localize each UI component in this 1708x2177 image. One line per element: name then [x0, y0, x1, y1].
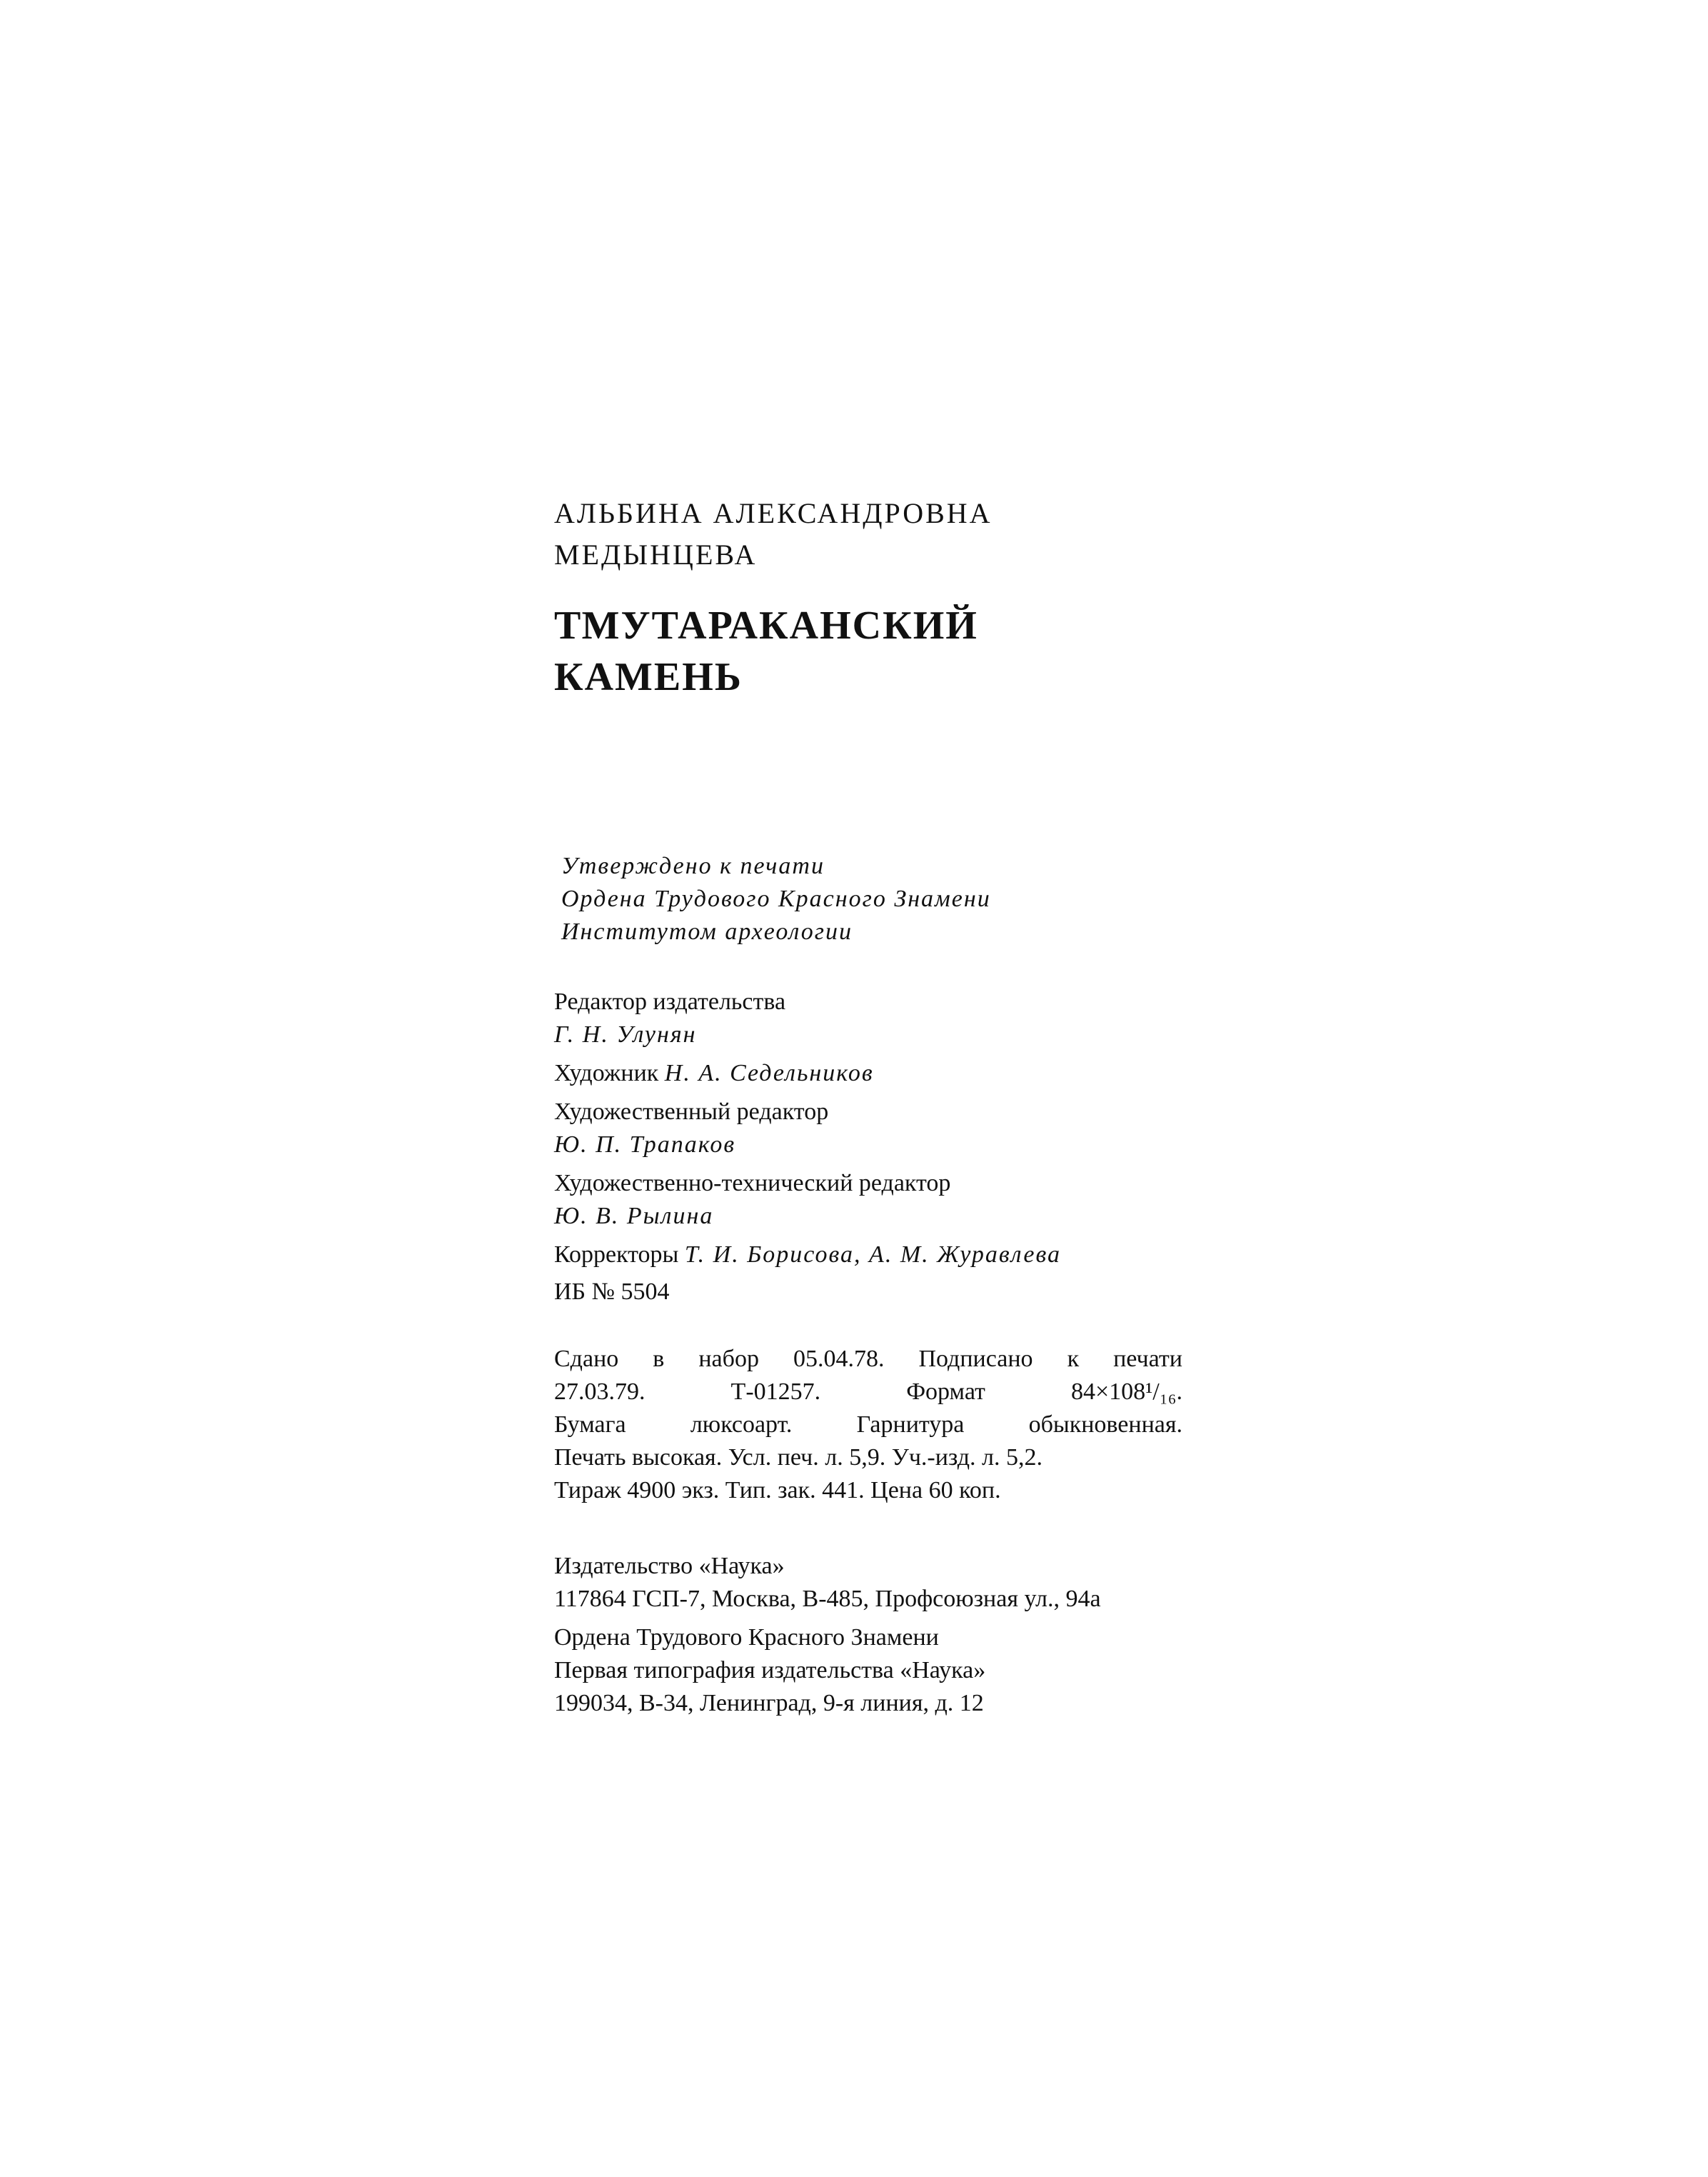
printer-block — [554, 1621, 985, 1720]
imprint-word: Подписано — [918, 1346, 1033, 1372]
publisher-address: 117864 ГСП-7, Москва, В-485, Профсоюзная ул., 94а — [554, 1586, 1101, 1612]
publisher-block — [554, 1550, 1101, 1616]
imprint-word: Сдано — [554, 1346, 619, 1372]
imprint-line-5: Тираж 4900 экз. Тип. зак. 441. Цена 60 коп. — [554, 1477, 1001, 1503]
printer-line-2: Первая типография издательства «Наука» — [554, 1657, 986, 1683]
imprint-line-2 — [554, 1376, 1182, 1408]
imprint-word: Формат — [906, 1378, 985, 1405]
imprint-word: 05.04.78. — [793, 1346, 885, 1372]
publisher-name: Издательство «Наука» — [554, 1553, 785, 1579]
imprint-word: 84×108¹/₁₆. — [1070, 1378, 1182, 1405]
imprint-word: Гарнитура — [856, 1411, 965, 1438]
author-surname: МЕДЫНЦЕВА — [554, 539, 758, 571]
artist-name: Н. А. Седельников — [664, 1060, 874, 1086]
proofreaders-line — [554, 1238, 1061, 1271]
title-line-2: КАМЕНЬ — [554, 655, 743, 699]
printer-line-3: 199034, В-34, Ленинград, 9-я линия, д. 12 — [554, 1690, 984, 1716]
art-editor-name: Ю. П. Трапаков — [554, 1131, 736, 1158]
approval-note — [561, 850, 991, 949]
imprint-word: люксоарт. — [690, 1411, 793, 1438]
imprint-block — [554, 1343, 1182, 1507]
imprint-word: набор — [698, 1346, 759, 1372]
book-title — [554, 600, 978, 703]
title-line-1: ТМУТАРАКАНСКИЙ — [554, 604, 978, 648]
tech-editor-label: Художественно-технический редактор — [554, 1170, 951, 1196]
approval-line-1: Утверждено к печати — [561, 853, 825, 879]
printer-line-1: Ордена Трудового Красного Знамени — [554, 1624, 939, 1651]
artist-line — [554, 1057, 1061, 1090]
author-block — [554, 493, 993, 576]
imprint-line-1 — [554, 1343, 1182, 1376]
art-editor-label: Художественный редактор — [554, 1098, 829, 1125]
approval-line-2: Ордена Трудового Красного Знамени — [561, 886, 991, 912]
imprint-word: в — [653, 1346, 665, 1372]
tech-editor-name: Ю. В. Рылина — [554, 1203, 714, 1229]
proofreaders-label: Корректоры — [554, 1241, 679, 1268]
imprint-word: Т-01257. — [730, 1378, 821, 1405]
imprint-word: к — [1067, 1346, 1080, 1372]
author-first-names: АЛЬБИНА АЛЕКСАНДРОВНА — [554, 497, 993, 529]
imprint-word: 27.03.79. — [554, 1378, 645, 1405]
imprint-word: обыкновенная. — [1028, 1411, 1182, 1438]
editor-label: Редактор издательства — [554, 989, 786, 1015]
credits-block — [554, 986, 1061, 1271]
artist-label: Художник — [554, 1060, 659, 1086]
approval-line-3: Институтом археологии — [561, 919, 853, 945]
editor-name: Г. Н. Улунян — [554, 1021, 697, 1048]
imprint-line-3 — [554, 1408, 1182, 1441]
imprint-word: Бумага — [554, 1411, 626, 1438]
ib-number: ИБ № 5504 — [554, 1278, 670, 1305]
imprint-word: печати — [1113, 1346, 1182, 1372]
proofreaders-names: Т. И. Борисова, А. М. Журавлева — [684, 1241, 1061, 1268]
imprint-line-4: Печать высокая. Усл. печ. л. 5,9. Уч.-изд. л. 5,2. — [554, 1444, 1043, 1471]
